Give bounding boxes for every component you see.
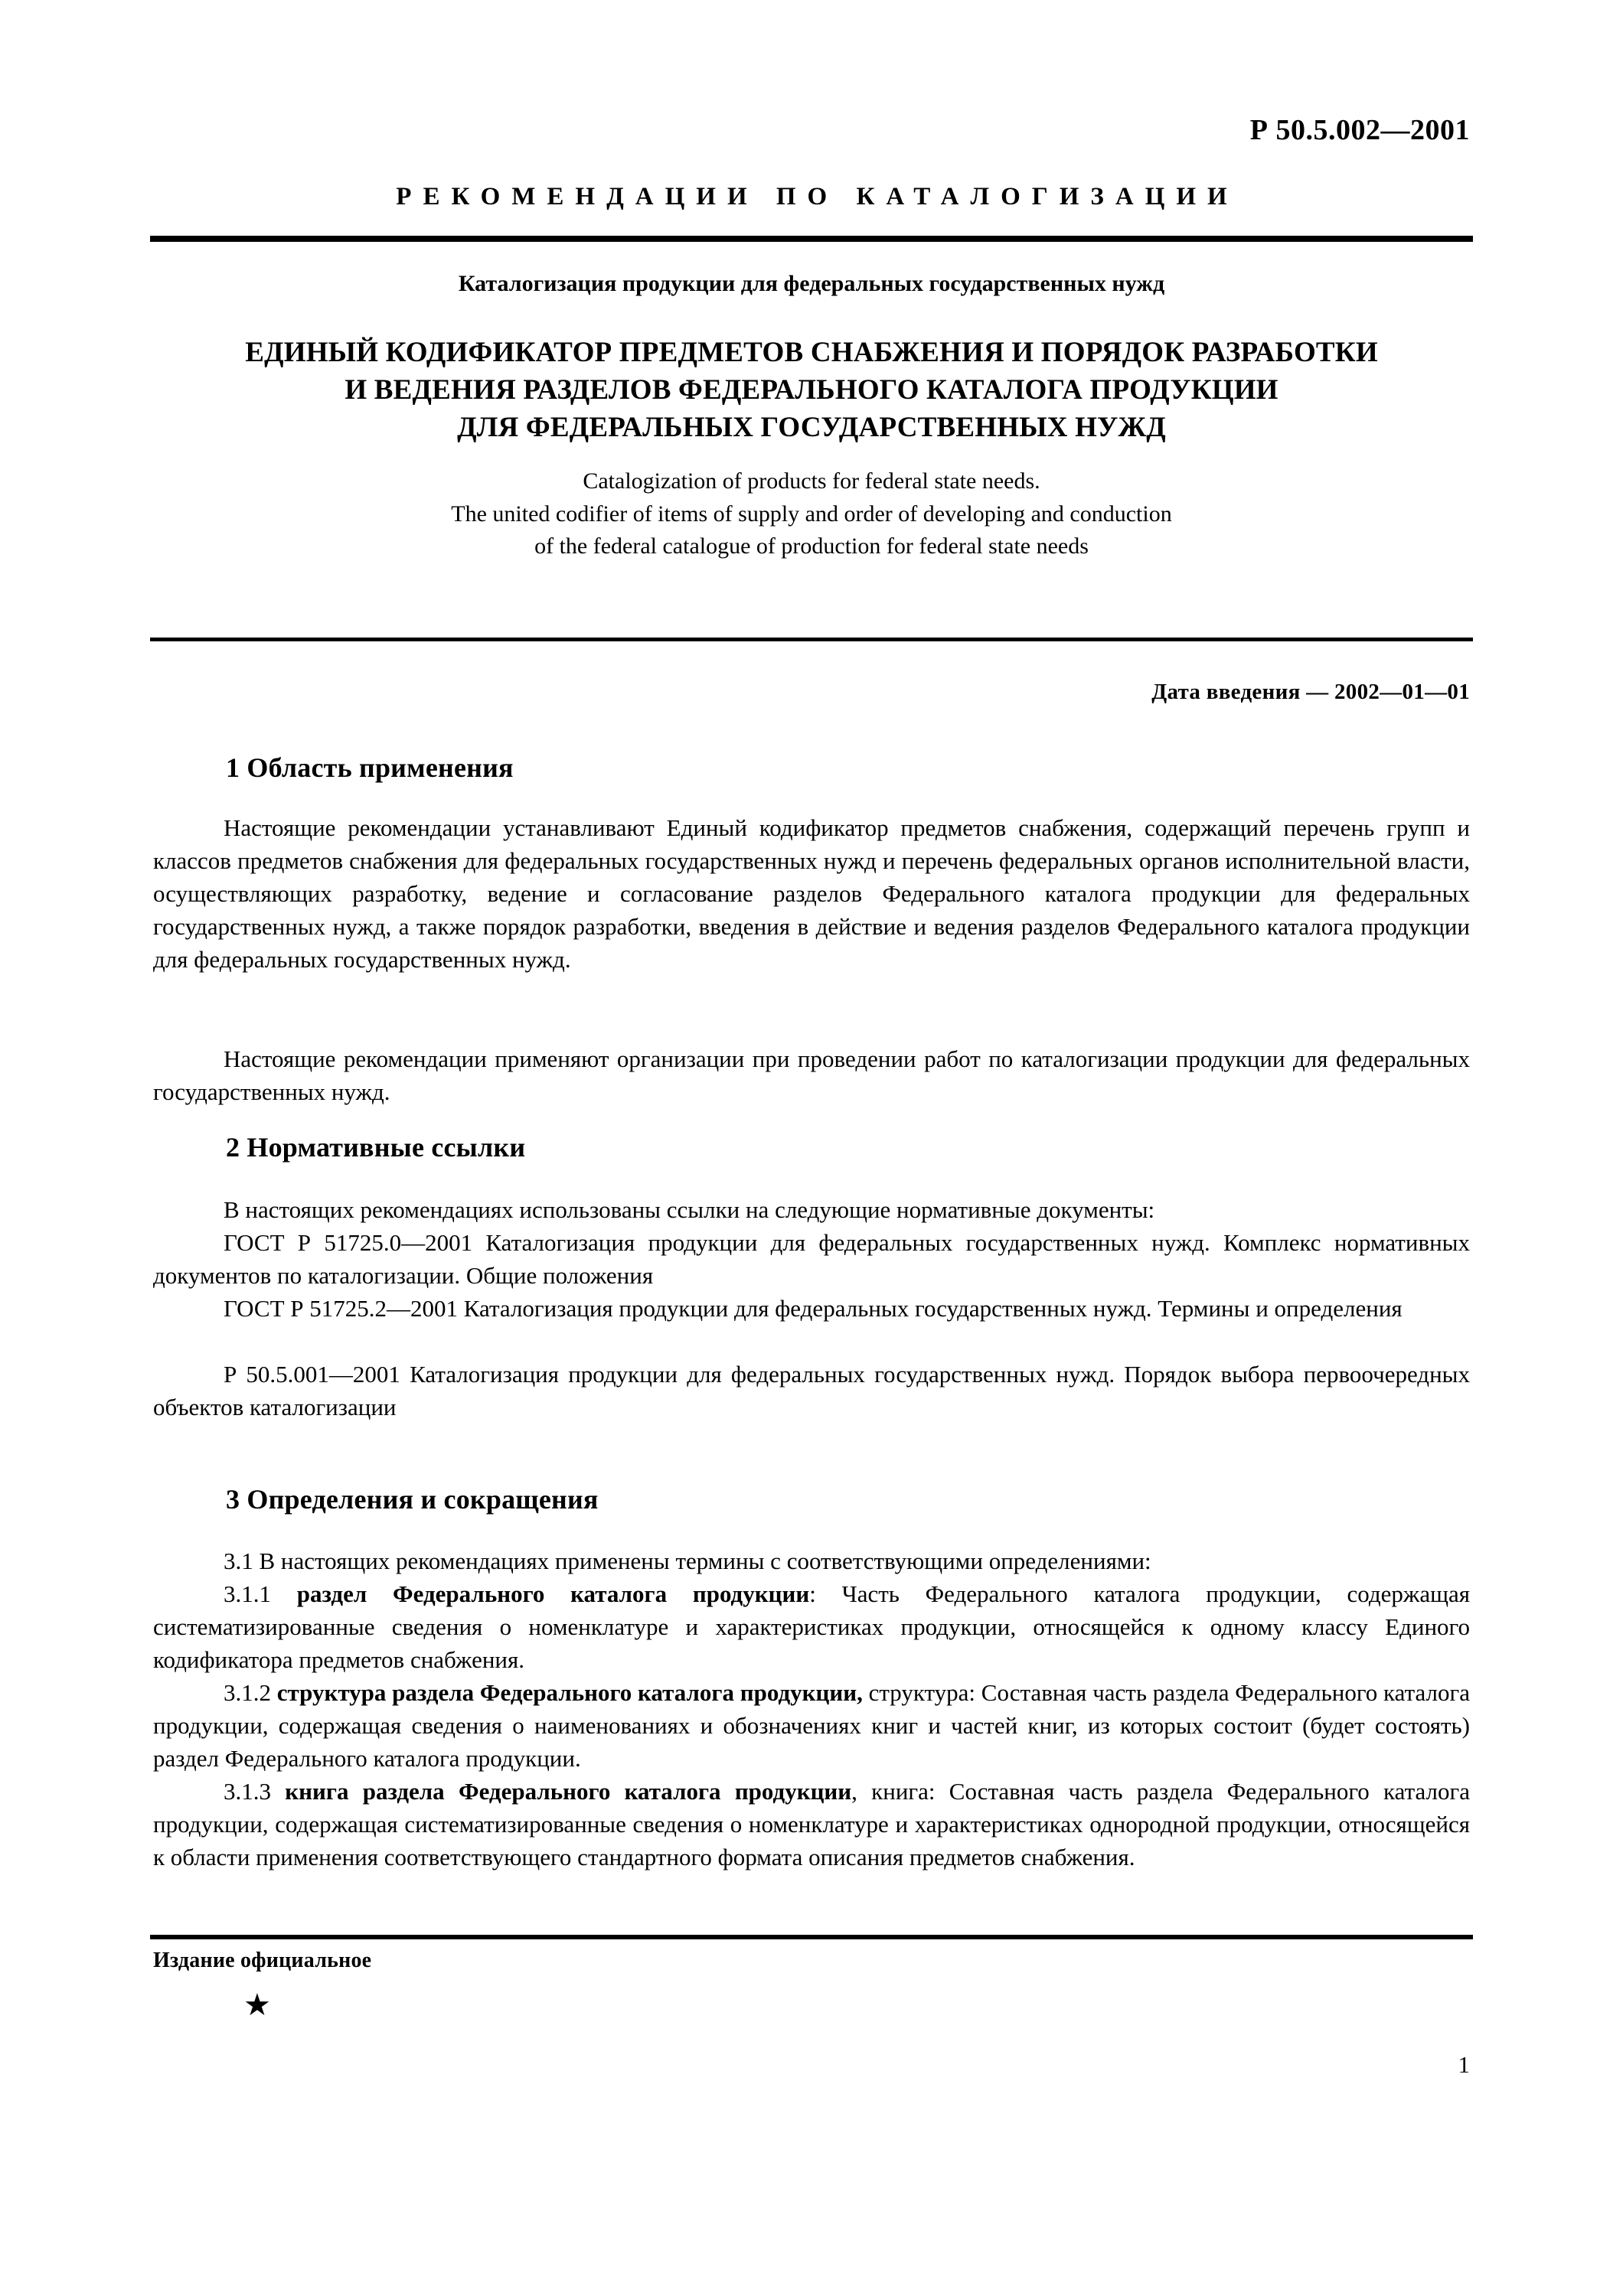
page-number: 1 [1458, 2051, 1470, 2078]
title-block-divider [150, 638, 1473, 641]
section-heading-2: 2 Нормативные ссылки [226, 1132, 526, 1163]
official-edition-note: Издание официальное [153, 1949, 372, 1972]
definition-3-1-3 [153, 1775, 1470, 1874]
document-title-line-1: ЕДИНЫЙ КОДИФИКАТОР ПРЕДМЕТОВ СНАБЖЕНИЯ И ПОРЯДОК РАЗРАБОТКИ [245, 337, 1378, 368]
english-title-line-3: of the federal catalogue of production for federal state needs [534, 533, 1089, 559]
definition-3-1-3-number: 3.1.3 [224, 1778, 286, 1805]
definition-3-1-3-term: книга раздела Федерального каталога продукции [285, 1778, 852, 1805]
english-title-line-2: The united codifier of items of supply and order of developing and conduction [451, 501, 1172, 527]
document-title-line-2: И ВЕДЕНИЯ РАЗДЕЛОВ ФЕДЕРАЛЬНОГО КАТАЛОГА ПРОДУКЦИИ [345, 373, 1278, 406]
definition-3-1-1 [153, 1577, 1470, 1676]
document-title-english [153, 465, 1470, 563]
definition-3-1-1-number: 3.1.1 [224, 1580, 297, 1607]
header-divider [150, 236, 1473, 242]
footer-divider [150, 1935, 1473, 1939]
document-banner: РЕКОМЕНДАЦИИ ПО КАТАЛОГИЗАЦИИ [396, 183, 1239, 210]
section-1-paragraph-1: Настоящие рекомендации устанавливают Единый кодификатор предметов снабжения, содержащий перечень групп и классов предметов снабжения для федеральных государственных нужд и перечень федеральных органов исполнительной власти, осуществляющих разработку, ведение и согласование разделов Федерального каталога продукции для федеральных государственных нужд, а также порядок разработки, введения в действие и ведения разделов Федерального каталога продукции для федеральных государственных нужд. [153, 814, 1470, 973]
section-3-paragraph-1: 3.1 В настоящих рекомендациях применены термины с соответствующими определениями: [224, 1548, 1151, 1574]
definition-3-1-2 [153, 1676, 1470, 1775]
document-subject: Каталогизация продукции для федеральных государственных нужд [458, 271, 1165, 296]
definition-3-1-1-term: раздел Федерального каталога продукции [296, 1580, 810, 1607]
document-title-line-3: ДЛЯ ФЕДЕРАЛЬНЫХ ГОСУДАРСТВЕННЫХ НУЖД [457, 411, 1166, 443]
section-heading-3: 3 Определения и сокращения [226, 1484, 599, 1515]
definition-3-1-2-text: структура: Составная часть раздела Федерального каталога продукции, содержащая сведения о наименованиях и обозначениях книг и частей книг, из которых состоит (будет состоять) раздел Федерального каталога продукции. [153, 1679, 1470, 1772]
english-title-line-1: Catalogization of products for federal state needs. [583, 468, 1040, 494]
section-2-paragraph-1: В настоящих рекомендациях использованы ссылки на следующие нормативные документы: [224, 1196, 1155, 1223]
star-icon: ★ [243, 1988, 271, 2022]
document-title [153, 334, 1470, 446]
section-2-reference-3: Р 50.5.001—2001 Каталогизация продукции для федеральных государственных нужд. Порядок выбора первоочередных объектов каталогизации [153, 1361, 1470, 1420]
definition-3-1-3-text: , книга: Составная часть раздела Федерального каталога продукции, содержащая систематизированные сведения о номенклатуре и характеристиках однородной продукции, относящейся к области применения соответствующего стандартного формата описания предметов снабжения. [153, 1778, 1470, 1870]
section-2-reference-1: ГОСТ Р 51725.0—2001 Каталогизация продукции для федеральных государственных нужд. Комплекс нормативных документов по каталогизации. Общие положения [153, 1229, 1470, 1289]
section-2-reference-2: ГОСТ Р 51725.2—2001 Каталогизация продукции для федеральных государственных нужд. Термины и определения [224, 1295, 1403, 1322]
definition-3-1-1-text: : Часть Федерального каталога продукции, содержащая систематизированные сведения о номенклатуре и характеристиках продукции, относящейся к одному классу Единого кодификатора предметов снабжения. [153, 1580, 1470, 1673]
section-heading-1: 1 Область применения [226, 752, 514, 783]
section-1-paragraph-2: Настоящие рекомендации применяют организации при проведении работ по каталогизации продукции для федеральных государственных нужд. [153, 1045, 1470, 1105]
document-number: Р 50.5.002—2001 [1249, 114, 1470, 146]
definition-3-1-2-term: структура раздела Федерального каталога продукции, [276, 1679, 863, 1706]
definition-3-1-2-number: 3.1.2 [224, 1679, 277, 1706]
introduction-date: Дата введения — 2002—01—01 [1151, 680, 1470, 704]
